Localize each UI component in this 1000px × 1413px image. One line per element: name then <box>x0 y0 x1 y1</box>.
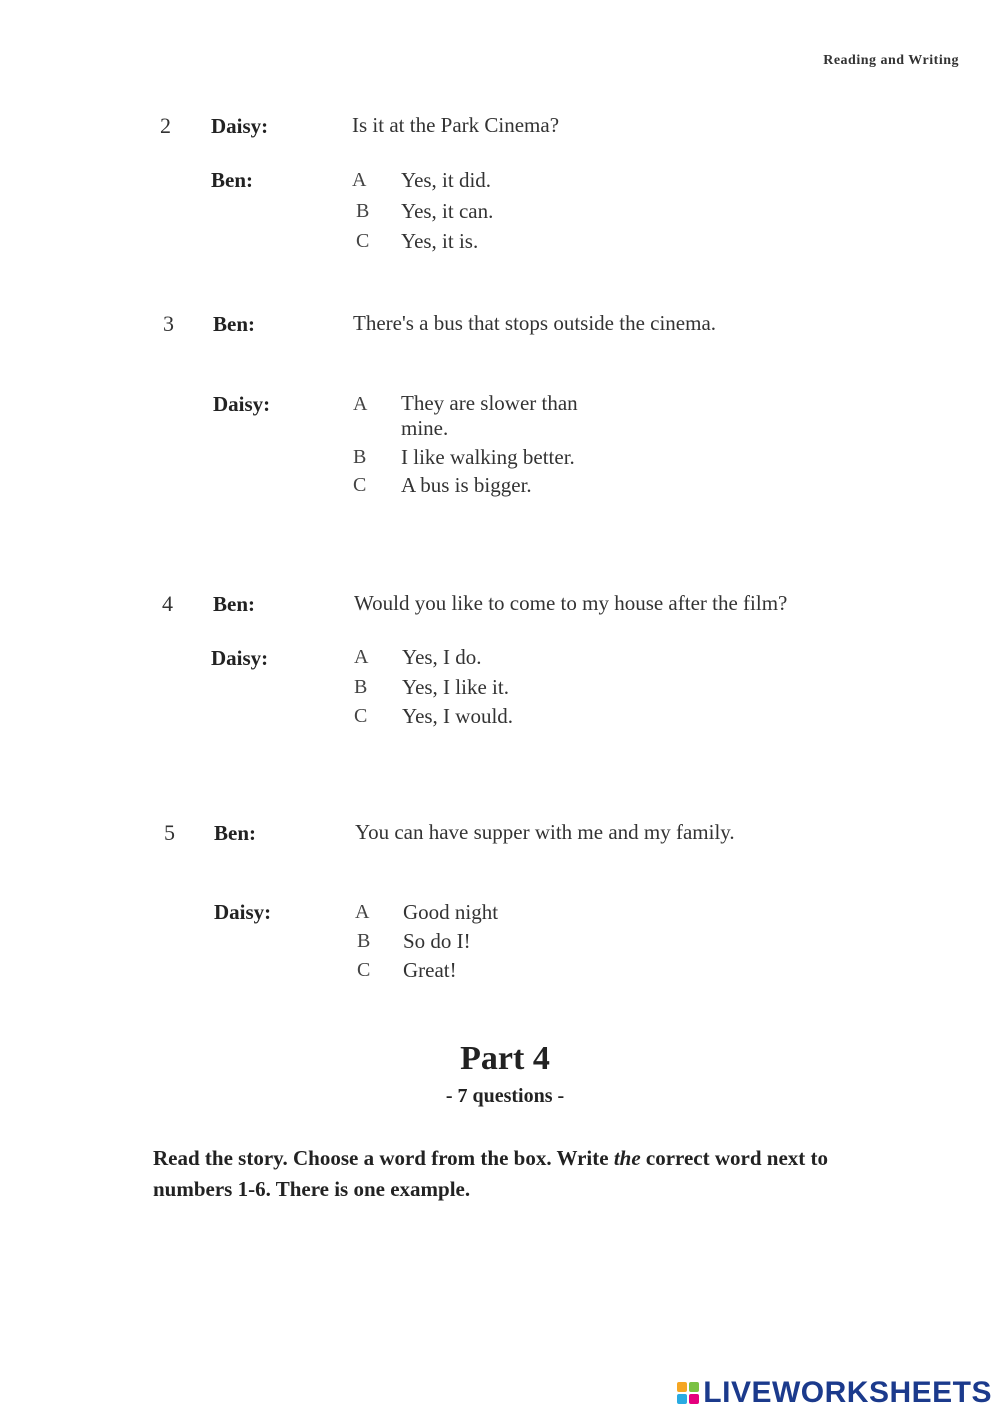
option-c[interactable]: Yes, it is. <box>401 229 479 253</box>
instructions <box>153 1143 873 1205</box>
logo-square-2 <box>689 1382 699 1392</box>
speaker-name: Ben: <box>213 592 255 616</box>
option-b[interactable]: I like walking better. <box>401 445 575 469</box>
question-number: 4 <box>162 591 173 616</box>
part-subtitle: - 7 questions - <box>445 1085 565 1107</box>
logo-text: LIVEWORKSHEETS <box>703 1376 992 1409</box>
option-c[interactable]: Yes, I would. <box>402 704 514 728</box>
option-letter-a: A <box>355 901 370 923</box>
option-letter-a: A <box>352 169 367 191</box>
option-letter-b: B <box>353 446 367 468</box>
speaker-name: Daisy: <box>211 114 269 138</box>
option-b[interactable]: Yes, it can. <box>401 199 494 223</box>
option-letter-a: A <box>353 393 368 415</box>
responder-name: Daisy: <box>214 900 272 924</box>
option-letter-b: B <box>356 200 370 222</box>
question-prompt: You can have supper with me and my family. <box>355 820 735 844</box>
option-a[interactable]: Yes, I do. <box>402 645 482 669</box>
instructions-emphasis: the <box>613 1146 641 1170</box>
question-number: 5 <box>164 820 175 845</box>
option-letter-c: C <box>354 705 368 727</box>
instructions-text: Read the story. Choose a word from the box. Write <box>153 1146 614 1170</box>
option-c[interactable]: Great! <box>403 958 457 982</box>
logo-icon <box>677 1382 699 1404</box>
option-a[interactable]: Yes, it did. <box>401 168 492 192</box>
question-number: 3 <box>163 311 174 336</box>
page-header: Reading and Writing <box>823 53 959 68</box>
logo-square-3 <box>677 1394 687 1404</box>
instructions-text-end: correct word next to numbers 1-6. There is one example. <box>153 1146 829 1201</box>
part-title: Part 4 <box>460 1040 550 1077</box>
speaker-name: Ben: <box>214 821 256 845</box>
option-letter-a: A <box>354 646 369 668</box>
logo-square-4 <box>689 1394 699 1404</box>
option-a[interactable]: They are slower than <box>401 391 578 415</box>
question-prompt: Is it at the Park Cinema? <box>352 113 560 137</box>
option-b[interactable]: Yes, I like it. <box>402 675 509 699</box>
option-a[interactable]: Good night <box>403 900 499 924</box>
speaker-name: Ben: <box>213 312 255 336</box>
option-letter-b: B <box>354 676 368 698</box>
responder-name: Ben: <box>211 168 253 192</box>
option-letter-b: B <box>357 930 371 952</box>
option-letter-c: C <box>353 474 367 496</box>
responder-name: Daisy: <box>211 646 269 670</box>
option-letter-c: C <box>356 230 370 252</box>
option-b[interactable]: So do I! <box>403 929 471 953</box>
question-prompt: There's a bus that stops outside the cinema. <box>353 311 717 335</box>
liveworksheets-logo[interactable] <box>677 1377 992 1409</box>
logo-square-1 <box>677 1382 687 1392</box>
question-number: 2 <box>160 113 171 138</box>
option-c[interactable]: A bus is bigger. <box>401 473 532 497</box>
responder-name: Daisy: <box>213 392 271 416</box>
option-a-continued[interactable]: mine. <box>401 416 449 440</box>
option-letter-c: C <box>357 959 371 981</box>
question-prompt: Would you like to come to my house after the film? <box>354 591 788 615</box>
